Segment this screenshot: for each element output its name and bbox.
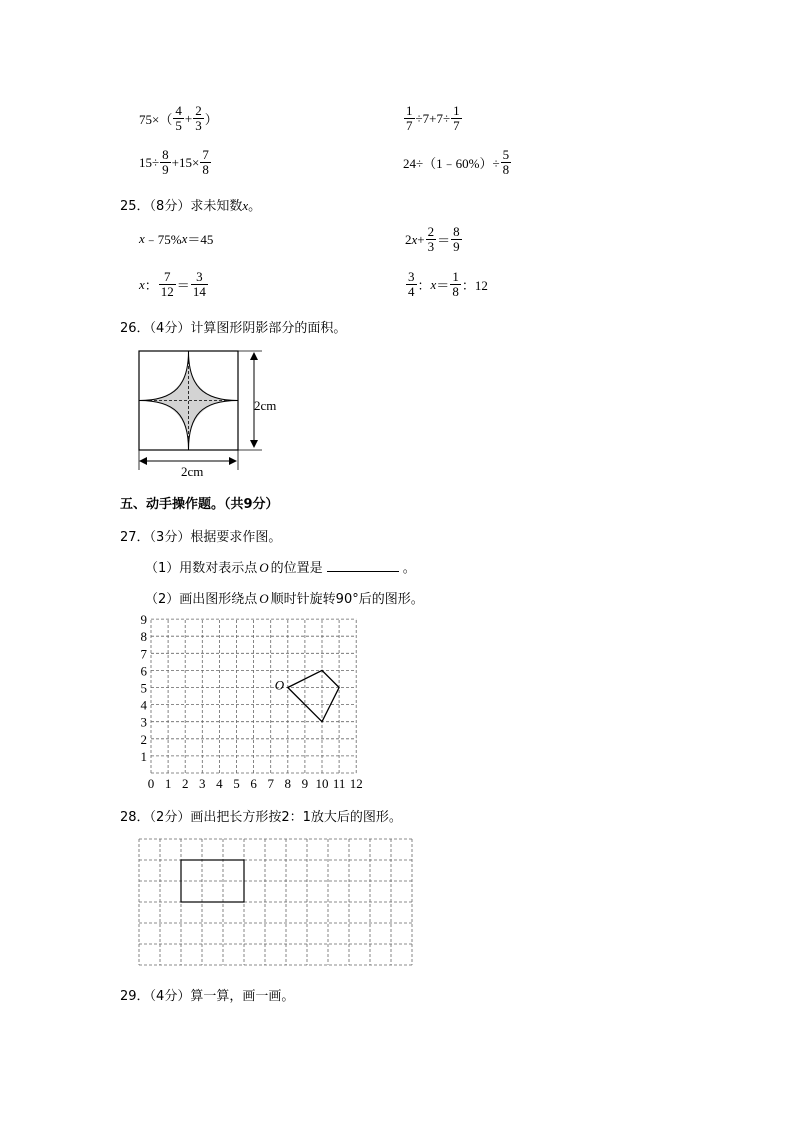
equation-2: 2 x + $\frac{2}{3}$ ＝ $\frac{8}{9}$ — [405, 224, 460, 254]
fraction: $\frac{7}{12}$ — [160, 269, 174, 299]
equation-1: x ﹣75% x ＝45 — [139, 230, 214, 247]
fraction: $\frac{1}{7}$ — [406, 103, 413, 133]
coordinate-grid — [130, 615, 370, 795]
x-tick-label: 11 — [332, 776, 346, 791]
fraction: $\frac{3}{14}$ — [192, 269, 206, 299]
calc-expr-1: 75×（ $\frac{4}{5}$ + $\frac{2}{3}$ ） — [139, 103, 218, 133]
question-26-title: 26．（4分）计算图形阴影部分的面积。 — [120, 321, 347, 336]
question-27-sub-2: （2）画出图形绕点 O 顺时针旋转90°后的图形。 — [145, 591, 424, 607]
section-5-title: 五、动手操作题。（共9分） — [120, 497, 279, 512]
bottom-dimension-label: 2cm — [181, 464, 204, 479]
equation-3: x ： $\frac{7}{12}$ ＝ $\frac{3}{14}$ — [139, 269, 206, 299]
y-tick-label: 2 — [140, 731, 147, 747]
fraction: $\frac{7}{8}$ — [202, 147, 209, 177]
x-tick-label: 1 — [164, 776, 172, 791]
fraction: $\frac{2}{3}$ — [195, 103, 202, 133]
x-tick-label: 4 — [216, 776, 223, 791]
calc-expr-2: $\frac{1}{7}$ ÷7+7÷ $\frac{1}{7}$ — [406, 103, 460, 133]
y-tick-label: 5 — [140, 680, 147, 696]
y-tick-label: 9 — [140, 615, 147, 628]
x-tick-label: 2 — [181, 776, 189, 791]
fraction: $\frac{4}{5}$ — [175, 103, 182, 133]
fraction: $\frac{5}{8}$ — [502, 147, 510, 177]
x-tick-label: 9 — [301, 776, 309, 791]
fraction: $\frac{1}{8}$ — [452, 269, 459, 299]
equation-4: $\frac{3}{4}$ ： x ＝ $\frac{1}{8}$ ：12 — [408, 269, 488, 299]
question-29-title: 29．（4分）算一算，画一画。 — [120, 989, 295, 1004]
right-dimension-label: 2cm — [254, 398, 277, 413]
fraction: $\frac{8}{9}$ — [453, 224, 460, 254]
question-28-title: 28．（2分）画出把长方形按2：1放大后的图形。 — [120, 810, 402, 825]
y-tick-label: 3 — [140, 714, 147, 730]
fraction: $\frac{3}{4}$ — [408, 269, 415, 299]
x-tick-label: 5 — [233, 776, 240, 791]
quadrilateral-shape — [288, 670, 339, 721]
x-tick-label: 10 — [315, 776, 329, 791]
calc-expr-4: 24÷（1﹣60%）÷ $\frac{5}{8}$ — [403, 147, 510, 177]
x-tick-label: 8 — [284, 776, 292, 791]
x-tick-label: 7 — [267, 776, 274, 791]
expr-text: 75×（ — [139, 112, 173, 127]
x-tick-label: 6 — [250, 776, 257, 791]
y-tick-label: 7 — [140, 646, 147, 662]
fraction: $\frac{8}{9}$ — [162, 147, 169, 177]
calc-expr-3: 15÷ $\frac{8}{9}$ +15× $\frac{7}{8}$ — [139, 147, 209, 177]
rectangle-grid — [135, 835, 420, 970]
y-tick-label: 8 — [140, 629, 147, 645]
x-tick-label: 12 — [349, 776, 363, 791]
question-27-sub-1: （1）用数对表示点 O 的位置是 。 — [145, 560, 416, 576]
question-27-title: 27．（3分）根据要求作图。 — [120, 530, 282, 545]
y-tick-label: 4 — [140, 697, 147, 713]
point-o-label: O — [274, 677, 285, 693]
fraction: $\frac{2}{3}$ — [427, 224, 435, 254]
fraction: $\frac{1}{7}$ — [453, 103, 460, 133]
answer-blank[interactable] — [327, 559, 399, 572]
question-25-title: 25．（8分）求未知数x。 — [120, 198, 262, 214]
x-tick-label: 3 — [199, 776, 206, 791]
y-tick-label: 6 — [140, 663, 147, 679]
x-tick-label: 0 — [147, 776, 155, 791]
y-tick-label: 1 — [140, 748, 147, 764]
